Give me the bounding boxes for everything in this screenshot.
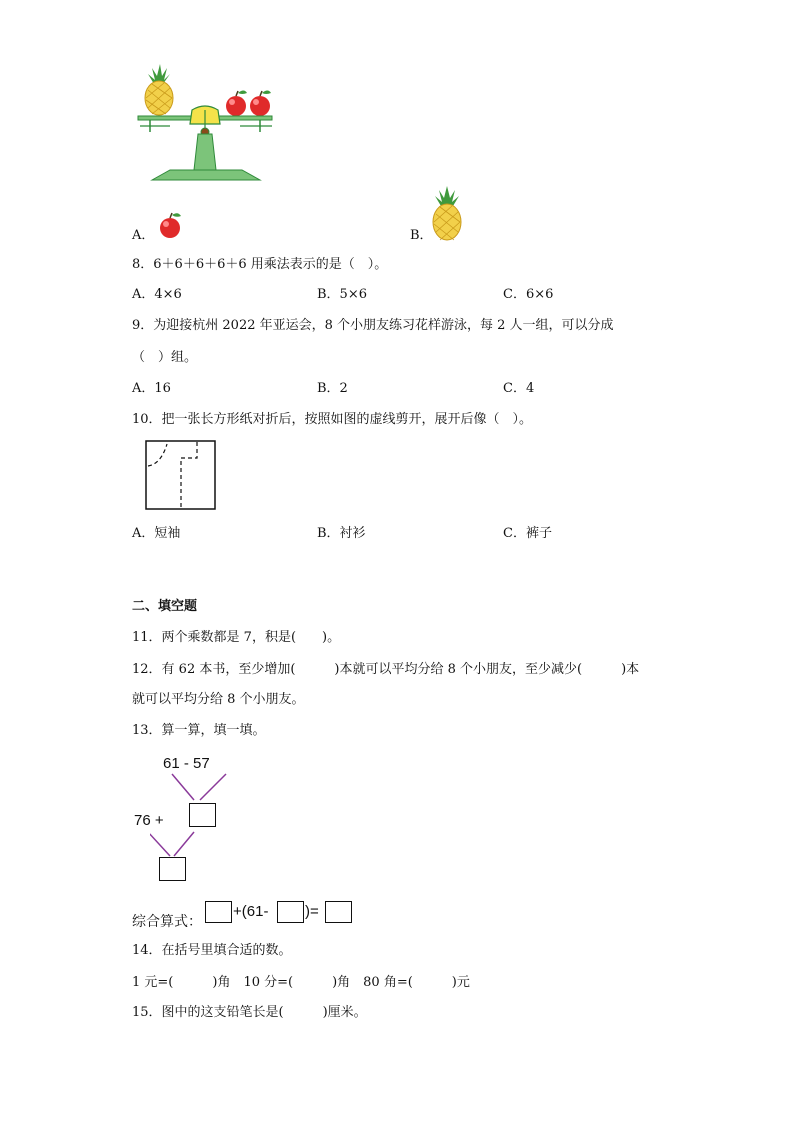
apple-icon bbox=[226, 91, 247, 117]
q8-option-b[interactable]: B．5×6 bbox=[317, 287, 367, 302]
answer-box[interactable] bbox=[189, 803, 216, 827]
q13-top-expression: 61 - 57 bbox=[163, 755, 210, 772]
balance-scale-figure bbox=[130, 62, 280, 184]
apple-icon bbox=[250, 91, 271, 117]
q12-line1: 12．有 62 本书，至少增加( )本就可以平均分给 8 个小朋友，至少减少( )本 bbox=[132, 662, 640, 677]
q15-stem: 15．图中的这支铅笔长是( )厘米。 bbox=[132, 1005, 367, 1020]
q13-formula-plus: +(61- bbox=[233, 903, 269, 920]
answer-box[interactable] bbox=[277, 901, 304, 923]
q7-option-b-label[interactable]: B． bbox=[410, 228, 433, 243]
q10-option-b[interactable]: B．衬衫 bbox=[317, 526, 366, 541]
q14-items: 1 元=( )角 10 分=( )角 80 角=( )元 bbox=[132, 975, 470, 990]
q9-option-a[interactable]: A．16 bbox=[132, 381, 171, 396]
q9-stem-line1: 9．为迎接杭州 2022 年亚运会，8 个小朋友练习花样游泳，每 2 人一组，可以分成 bbox=[132, 318, 614, 333]
q13-formula-close: )= bbox=[305, 903, 319, 920]
answer-box[interactable] bbox=[205, 901, 232, 923]
q13-stem: 13．算一算，填一填。 bbox=[132, 723, 266, 738]
answer-box[interactable] bbox=[325, 901, 352, 923]
folded-paper-figure bbox=[145, 440, 217, 512]
q9-option-b[interactable]: B．2 bbox=[317, 381, 348, 396]
q7-option-a-label[interactable]: A． bbox=[132, 228, 155, 243]
q8-stem: 8．6＋6＋6＋6＋6 用乘法表示的是（ ）。 bbox=[132, 257, 388, 272]
section-title: 二、填空题 bbox=[132, 599, 198, 614]
q11-stem: 11．两个乘数都是 7，积是( )。 bbox=[132, 630, 341, 645]
q10-option-a[interactable]: A．短袖 bbox=[132, 526, 181, 541]
q13-formula-label: 综合算式： bbox=[132, 913, 202, 929]
q13-left-term: 76 + bbox=[134, 812, 164, 829]
apple-icon bbox=[157, 212, 183, 240]
q10-option-c[interactable]: C．裤子 bbox=[503, 526, 552, 541]
q14-stem: 14．在括号里填合适的数。 bbox=[132, 943, 292, 958]
q8-option-c[interactable]: C．6×6 bbox=[503, 287, 554, 302]
pineapple-icon bbox=[145, 64, 173, 115]
q10-stem: 10．把一张长方形纸对折后，按照如图的虚线剪开，展开后像（ ）。 bbox=[132, 412, 533, 427]
q9-stem-line2: （ ）组。 bbox=[132, 350, 198, 365]
q8-option-a[interactable]: A．4×6 bbox=[132, 287, 182, 302]
answer-box[interactable] bbox=[159, 857, 186, 881]
q9-option-c[interactable]: C．4 bbox=[503, 381, 535, 396]
pineapple-icon bbox=[430, 186, 464, 242]
q12-line2: 就可以平均分给 8 个小朋友。 bbox=[132, 692, 305, 707]
